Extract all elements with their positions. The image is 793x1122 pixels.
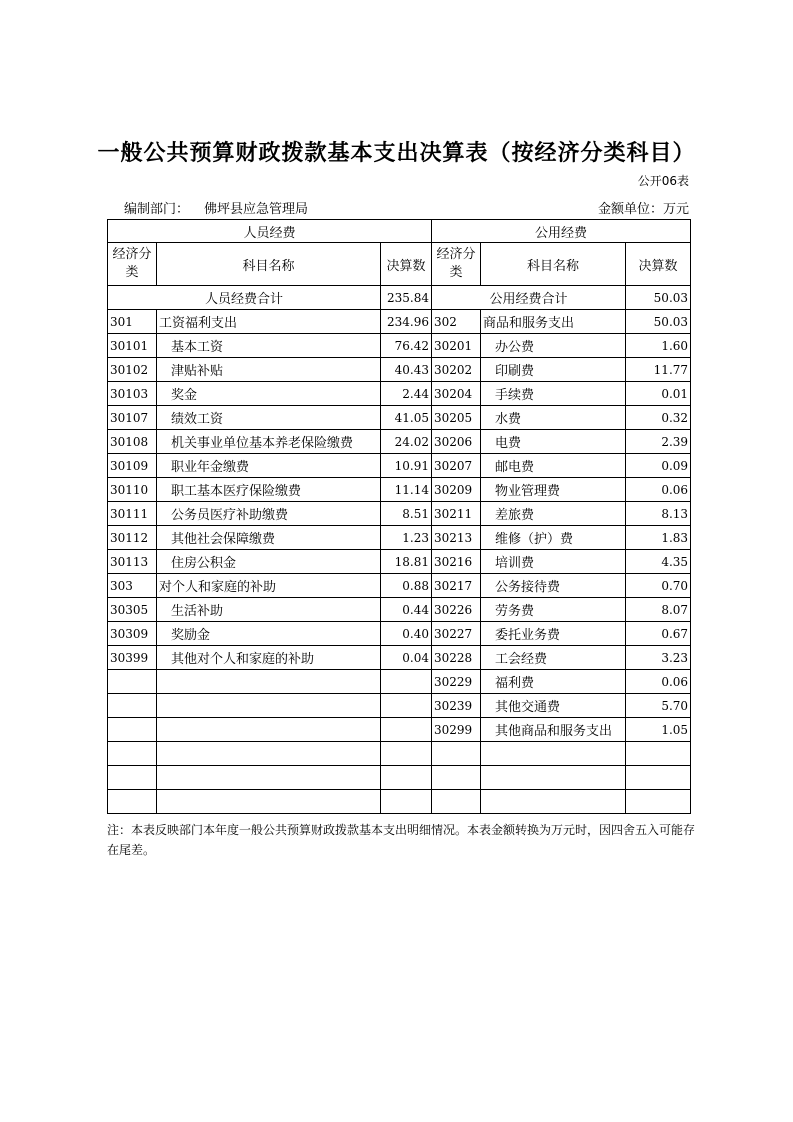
personnel-name-cell: 生活补助	[157, 598, 381, 622]
personnel-name-cell: 绩效工资	[157, 406, 381, 430]
personnel-name-cell: 公务员医疗补助缴费	[157, 502, 381, 526]
public-name-cell: 福利费	[481, 670, 626, 694]
personnel-amount-cell	[381, 742, 432, 766]
public-amount-cell: 0.09	[626, 454, 691, 478]
public-name-cell: 差旅费	[481, 502, 626, 526]
personnel-name-cell: 对个人和家庭的补助	[157, 574, 381, 598]
public-name-cell: 其他交通费	[481, 694, 626, 718]
public-name-cell	[481, 742, 626, 766]
personnel-name-cell: 基本工资	[157, 334, 381, 358]
public-amount-header: 决算数	[626, 243, 691, 286]
personnel-amount-cell: 0.88	[381, 574, 432, 598]
public-total-label: 公用经费合计	[432, 286, 626, 310]
personnel-code-cell: 30309	[108, 622, 157, 646]
public-code-cell	[432, 766, 481, 790]
public-name-cell: 公务接待费	[481, 574, 626, 598]
personnel-amount-cell: 8.51	[381, 502, 432, 526]
personnel-code-cell: 30108	[108, 430, 157, 454]
personnel-name-cell: 住房公积金	[157, 550, 381, 574]
public-name-cell: 邮电费	[481, 454, 626, 478]
personnel-code-cell: 30399	[108, 646, 157, 670]
table-row	[108, 550, 691, 574]
expenditure-table	[107, 219, 691, 814]
personnel-code-cell: 30111	[108, 502, 157, 526]
personnel-name-cell	[157, 694, 381, 718]
personnel-amount-cell	[381, 718, 432, 742]
table-row	[108, 334, 691, 358]
personnel-code-cell: 30109	[108, 454, 157, 478]
table-row	[108, 742, 691, 766]
personnel-name-cell	[157, 790, 381, 814]
personnel-code-cell	[108, 694, 157, 718]
public-amount-cell: 8.13	[626, 502, 691, 526]
public-code-cell: 30227	[432, 622, 481, 646]
public-code-cell: 30229	[432, 670, 481, 694]
table-row	[108, 406, 691, 430]
public-amount-cell: 4.35	[626, 550, 691, 574]
public-amount-cell: 11.77	[626, 358, 691, 382]
personnel-amount-cell: 0.04	[381, 646, 432, 670]
personnel-amount-cell: 11.14	[381, 478, 432, 502]
public-name-cell: 商品和服务支出	[481, 310, 626, 334]
public-code-cell: 30228	[432, 646, 481, 670]
public-group-header: 公用经费	[432, 220, 691, 243]
public-code-cell: 30205	[432, 406, 481, 430]
public-code-cell: 30202	[432, 358, 481, 382]
personnel-name-cell: 职业年金缴费	[157, 454, 381, 478]
public-name-cell: 办公费	[481, 334, 626, 358]
personnel-amount-cell: 0.40	[381, 622, 432, 646]
public-code-cell: 30206	[432, 430, 481, 454]
personnel-code-cell: 30113	[108, 550, 157, 574]
personnel-name-cell: 职工基本医疗保险缴费	[157, 478, 381, 502]
table-body	[108, 310, 691, 814]
table-note: 注：本表反映部门本年度一般公共预算财政拨款基本支出明细情况。本表金额转换为万元时，因四舍五入可能存在尾差。	[107, 823, 696, 857]
public-amount-cell: 50.03	[626, 310, 691, 334]
personnel-name-cell	[157, 670, 381, 694]
public-name-cell: 手续费	[481, 382, 626, 406]
table-row	[108, 358, 691, 382]
personnel-name-cell: 津贴补贴	[157, 358, 381, 382]
public-code-cell: 30201	[432, 334, 481, 358]
table-row	[108, 430, 691, 454]
public-name-cell: 物业管理费	[481, 478, 626, 502]
personnel-amount-cell: 76.42	[381, 334, 432, 358]
personnel-code-cell: 301	[108, 310, 157, 334]
personnel-code-cell	[108, 742, 157, 766]
personnel-code-cell: 30112	[108, 526, 157, 550]
table-group-header	[108, 220, 691, 243]
public-code-cell: 30209	[432, 478, 481, 502]
public-amount-cell: 1.05	[626, 718, 691, 742]
public-code-cell: 30211	[432, 502, 481, 526]
personnel-name-cell: 其他对个人和家庭的补助	[157, 646, 381, 670]
personnel-code-cell	[108, 766, 157, 790]
table-row	[108, 382, 691, 406]
personnel-total-label: 人员经费合计	[108, 286, 381, 310]
personnel-code-cell	[108, 790, 157, 814]
personnel-amount-cell: 40.43	[381, 358, 432, 382]
personnel-name-cell: 机关事业单位基本养老保险缴费	[157, 430, 381, 454]
public-amount-cell: 1.83	[626, 526, 691, 550]
personnel-code-header: 经济分类	[108, 243, 157, 286]
personnel-code-cell: 30110	[108, 478, 157, 502]
page-title: 一般公共预算财政拨款基本支出决算表（按经济分类科目）	[97, 141, 696, 166]
public-code-cell: 30226	[432, 598, 481, 622]
public-name-cell: 电费	[481, 430, 626, 454]
public-name-header: 科目名称	[481, 243, 626, 286]
department-value: 佛坪县应急管理局	[204, 202, 309, 217]
public-code-cell: 30239	[432, 694, 481, 718]
public-total-value: 50.03	[626, 286, 691, 310]
table-column-header	[108, 243, 691, 286]
personnel-code-cell: 30102	[108, 358, 157, 382]
public-amount-cell: 0.01	[626, 382, 691, 406]
table-row	[108, 502, 691, 526]
personnel-amount-cell: 41.05	[381, 406, 432, 430]
personnel-amount-cell: 10.91	[381, 454, 432, 478]
personnel-name-cell: 奖金	[157, 382, 381, 406]
public-code-header: 经济分类	[432, 243, 481, 286]
amount-unit: 金额单位：万元	[597, 202, 689, 217]
public-code-cell	[432, 742, 481, 766]
personnel-total-value: 235.84	[381, 286, 432, 310]
personnel-amount-cell	[381, 670, 432, 694]
personnel-amount-cell: 24.02	[381, 430, 432, 454]
personnel-amount-cell	[381, 694, 432, 718]
personnel-code-cell: 30107	[108, 406, 157, 430]
public-amount-cell: 0.67	[626, 622, 691, 646]
table-row	[108, 646, 691, 670]
form-number: 公开06表	[637, 174, 689, 188]
table-row	[108, 790, 691, 814]
personnel-name-cell: 其他社会保障缴费	[157, 526, 381, 550]
personnel-amount-cell	[381, 790, 432, 814]
public-name-cell: 其他商品和服务支出	[481, 718, 626, 742]
table-row	[108, 694, 691, 718]
personnel-name-cell	[157, 742, 381, 766]
public-name-cell: 维修（护）费	[481, 526, 626, 550]
public-amount-cell: 0.32	[626, 406, 691, 430]
public-amount-cell	[626, 766, 691, 790]
table-row	[108, 766, 691, 790]
personnel-code-cell: 30103	[108, 382, 157, 406]
personnel-amount-cell: 18.81	[381, 550, 432, 574]
public-amount-cell	[626, 790, 691, 814]
public-amount-cell: 1.60	[626, 334, 691, 358]
table-row	[108, 526, 691, 550]
public-code-cell: 302	[432, 310, 481, 334]
public-amount-cell: 0.06	[626, 670, 691, 694]
public-code-cell: 30217	[432, 574, 481, 598]
personnel-name-cell	[157, 766, 381, 790]
personnel-amount-cell: 0.44	[381, 598, 432, 622]
table-row	[108, 478, 691, 502]
public-amount-cell: 8.07	[626, 598, 691, 622]
public-name-cell: 工会经费	[481, 646, 626, 670]
public-code-cell: 30207	[432, 454, 481, 478]
personnel-name-cell: 奖励金	[157, 622, 381, 646]
public-code-cell	[432, 790, 481, 814]
public-name-cell: 委托业务费	[481, 622, 626, 646]
public-code-cell: 30216	[432, 550, 481, 574]
personnel-amount-cell: 1.23	[381, 526, 432, 550]
personnel-amount-header: 决算数	[381, 243, 432, 286]
personnel-code-cell: 30101	[108, 334, 157, 358]
department-label: 编制部门：	[124, 202, 190, 217]
public-name-cell: 水费	[481, 406, 626, 430]
public-amount-cell: 2.39	[626, 430, 691, 454]
personnel-code-cell: 30305	[108, 598, 157, 622]
public-name-cell: 劳务费	[481, 598, 626, 622]
public-name-cell: 培训费	[481, 550, 626, 574]
public-amount-cell: 0.70	[626, 574, 691, 598]
personnel-code-cell: 303	[108, 574, 157, 598]
public-amount-cell: 5.70	[626, 694, 691, 718]
personnel-name-cell: 工资福利支出	[157, 310, 381, 334]
personnel-code-cell	[108, 718, 157, 742]
totals-row	[108, 286, 691, 310]
public-amount-cell: 0.06	[626, 478, 691, 502]
personnel-amount-cell: 2.44	[381, 382, 432, 406]
public-code-cell: 30213	[432, 526, 481, 550]
public-code-cell: 30299	[432, 718, 481, 742]
personnel-code-cell	[108, 670, 157, 694]
personnel-group-header: 人员经费	[108, 220, 432, 243]
table-row	[108, 454, 691, 478]
personnel-amount-cell: 234.96	[381, 310, 432, 334]
personnel-name-header: 科目名称	[157, 243, 381, 286]
public-name-cell	[481, 766, 626, 790]
personnel-amount-cell	[381, 766, 432, 790]
table-row	[108, 598, 691, 622]
public-amount-cell: 3.23	[626, 646, 691, 670]
public-name-cell	[481, 790, 626, 814]
public-code-cell: 30204	[432, 382, 481, 406]
table-row	[108, 574, 691, 598]
public-amount-cell	[626, 742, 691, 766]
table-row	[108, 670, 691, 694]
public-name-cell: 印刷费	[481, 358, 626, 382]
table-row	[108, 310, 691, 334]
table-row	[108, 718, 691, 742]
table-row	[108, 622, 691, 646]
personnel-name-cell	[157, 718, 381, 742]
